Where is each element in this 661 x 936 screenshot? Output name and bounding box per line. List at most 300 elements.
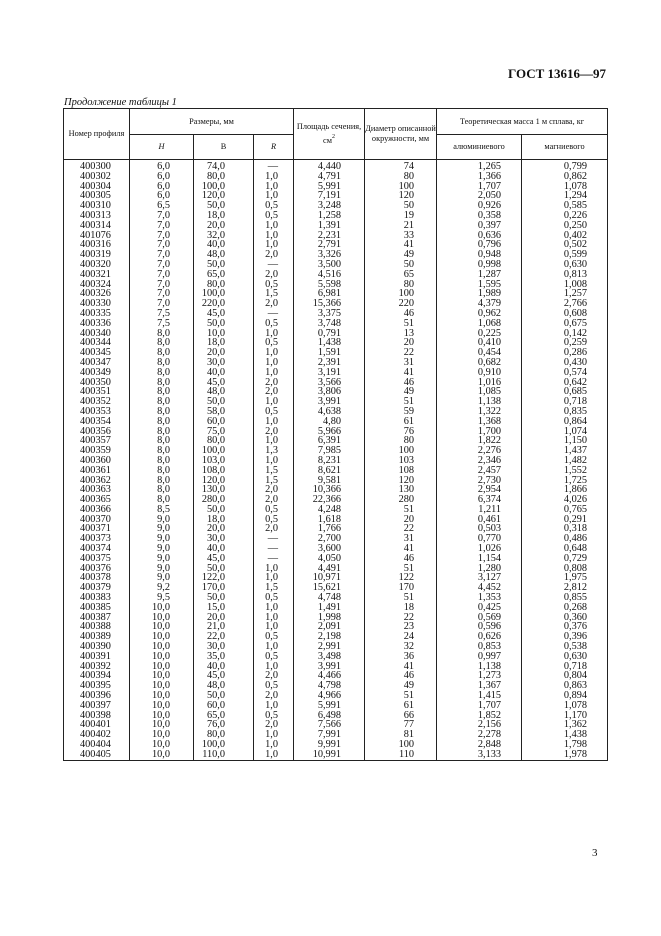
table-cell: 0,5 xyxy=(254,632,294,642)
table-cell: 0,376 xyxy=(522,622,608,632)
table-cell: 400360 xyxy=(64,456,130,466)
table-cell: 0,5 xyxy=(254,711,294,721)
table-cell: 1,016 xyxy=(437,378,522,388)
table-row xyxy=(64,662,608,672)
table-cell: 103 xyxy=(365,456,437,466)
table-cell: 0,636 xyxy=(437,231,522,241)
table-cell: 3,375 xyxy=(294,309,365,319)
table-row xyxy=(64,201,608,211)
table-cell: 122,0 xyxy=(194,573,254,583)
table-cell: 110 xyxy=(365,750,437,760)
table-cell: 80 xyxy=(365,280,437,290)
table-cell: 50,0 xyxy=(194,201,254,211)
table-cell: 0,5 xyxy=(254,515,294,525)
table-cell: 6,0 xyxy=(130,160,194,172)
table-cell: 1,026 xyxy=(437,544,522,554)
table-row xyxy=(64,160,608,172)
table-cell: 0,454 xyxy=(437,348,522,358)
table-cell: 41 xyxy=(365,240,437,250)
table-cell: 51 xyxy=(365,564,437,574)
table-cell: 400385 xyxy=(64,603,130,613)
table-cell: 3,806 xyxy=(294,387,365,397)
table-caption: Продолжение таблицы 1 xyxy=(64,97,177,108)
table-cell: 2,0 xyxy=(254,250,294,260)
table-cell: 2,0 xyxy=(254,387,294,397)
table-cell: 400335 xyxy=(64,309,130,319)
table-cell: 10,0 xyxy=(130,671,194,681)
table-cell: 4,748 xyxy=(294,593,365,603)
table-cell: 2,156 xyxy=(437,720,522,730)
table-cell: 170 xyxy=(365,583,437,593)
table-cell: 1,150 xyxy=(522,436,608,446)
table-cell: 0,926 xyxy=(437,201,522,211)
table-cell: 7,0 xyxy=(130,289,194,299)
table-row xyxy=(64,544,608,554)
table-cell: 0,486 xyxy=(522,534,608,544)
table-row xyxy=(64,329,608,339)
table-cell: 41 xyxy=(365,368,437,378)
table-cell: 400362 xyxy=(64,476,130,486)
table-cell: 50 xyxy=(365,260,437,270)
table-cell: 20,0 xyxy=(194,613,254,623)
table-row xyxy=(64,427,608,437)
table-cell: 2,278 xyxy=(437,730,522,740)
table-row xyxy=(64,191,608,201)
table-cell: 3,127 xyxy=(437,573,522,583)
table-row xyxy=(64,505,608,515)
table-cell: 0,729 xyxy=(522,554,608,564)
table-cell: 50,0 xyxy=(194,397,254,407)
table-row xyxy=(64,250,608,260)
table-cell: 2,346 xyxy=(437,456,522,466)
table-row xyxy=(64,319,608,329)
table-cell: 400392 xyxy=(64,662,130,672)
table-cell: 0,791 xyxy=(294,329,365,339)
table-cell: 7,0 xyxy=(130,240,194,250)
table-cell: 46 xyxy=(365,671,437,681)
table-cell: 103,0 xyxy=(194,456,254,466)
table-cell: 45,0 xyxy=(194,554,254,564)
table-cell: 400340 xyxy=(64,329,130,339)
table-cell: 66 xyxy=(365,711,437,721)
table-cell: 65,0 xyxy=(194,270,254,280)
table-cell: 9,2 xyxy=(130,583,194,593)
table-cell: 100,0 xyxy=(194,289,254,299)
table-cell: 45,0 xyxy=(194,378,254,388)
table-cell: 0,642 xyxy=(522,378,608,388)
table-cell: 8,0 xyxy=(130,407,194,417)
table-cell: 33 xyxy=(365,231,437,241)
table-cell: 0,626 xyxy=(437,632,522,642)
table-cell: 1,008 xyxy=(522,280,608,290)
table-cell: 1,0 xyxy=(254,221,294,231)
table-cell: 400378 xyxy=(64,573,130,583)
table-row xyxy=(64,417,608,427)
table-cell: 0,770 xyxy=(437,534,522,544)
table-cell: 18,0 xyxy=(194,211,254,221)
table-cell: 6,498 xyxy=(294,711,365,721)
table-cell: 400401 xyxy=(64,720,130,730)
profiles-table xyxy=(63,108,608,761)
table-cell: 0,461 xyxy=(437,515,522,525)
table-cell: 400394 xyxy=(64,671,130,681)
table-cell: 9,581 xyxy=(294,476,365,486)
table-cell: 7,991 xyxy=(294,730,365,740)
table-row xyxy=(64,485,608,495)
table-cell: 10,0 xyxy=(130,701,194,711)
table-cell: 8,0 xyxy=(130,358,194,368)
table-cell: 0,862 xyxy=(522,172,608,182)
table-cell: 0,5 xyxy=(254,280,294,290)
table-cell: 9,991 xyxy=(294,740,365,750)
table-cell: 2,812 xyxy=(522,583,608,593)
table-cell: 15,0 xyxy=(194,603,254,613)
table-cell: 8,0 xyxy=(130,436,194,446)
table-cell: 1,0 xyxy=(254,564,294,574)
table-cell: 6,0 xyxy=(130,182,194,192)
table-cell: 50 xyxy=(365,201,437,211)
table-cell: 3,566 xyxy=(294,378,365,388)
table-cell: — xyxy=(254,160,294,172)
table-cell: 2,766 xyxy=(522,299,608,309)
table-cell: 400371 xyxy=(64,524,130,534)
table-cell: 0,142 xyxy=(522,329,608,339)
table-cell: 15,366 xyxy=(294,299,365,309)
table-cell: 10,0 xyxy=(130,691,194,701)
table-cell: 0,502 xyxy=(522,240,608,250)
table-cell: 1,085 xyxy=(437,387,522,397)
table-row xyxy=(64,701,608,711)
table-cell: 2,791 xyxy=(294,240,365,250)
table-cell: 0,718 xyxy=(522,662,608,672)
table-cell: 21,0 xyxy=(194,622,254,632)
table-cell: 0,799 xyxy=(522,160,608,172)
table-cell: 1,0 xyxy=(254,172,294,182)
table-cell: 400404 xyxy=(64,740,130,750)
table-cell: 8,0 xyxy=(130,387,194,397)
table-cell: 8,0 xyxy=(130,417,194,427)
table-cell: 400305 xyxy=(64,191,130,201)
table-cell: 8,5 xyxy=(130,505,194,515)
table-cell: 21 xyxy=(365,221,437,231)
table-cell: 0,225 xyxy=(437,329,522,339)
table-row xyxy=(64,299,608,309)
table-cell: 1,0 xyxy=(254,436,294,446)
table-cell: 4,791 xyxy=(294,172,365,182)
table-cell: 3,991 xyxy=(294,397,365,407)
table-cell: 41 xyxy=(365,662,437,672)
table-cell: 400313 xyxy=(64,211,130,221)
table-cell: 10,0 xyxy=(130,662,194,672)
header-area-sup: 2 xyxy=(331,134,335,140)
table-cell: 400319 xyxy=(64,250,130,260)
table-cell: 50,0 xyxy=(194,691,254,701)
table-cell: 1,0 xyxy=(254,329,294,339)
table-cell: 1,0 xyxy=(254,740,294,750)
table-cell: 0,910 xyxy=(437,368,522,378)
table-cell: 80,0 xyxy=(194,280,254,290)
table-cell: 280 xyxy=(365,495,437,505)
table-cell: 1,989 xyxy=(437,289,522,299)
table-cell: 400376 xyxy=(64,564,130,574)
table-row xyxy=(64,583,608,593)
table-cell: — xyxy=(254,309,294,319)
table-cell: 51 xyxy=(365,397,437,407)
table-cell: 46 xyxy=(365,309,437,319)
table-cell: 4,452 xyxy=(437,583,522,593)
table-cell: 1,438 xyxy=(294,338,365,348)
table-cell: 1,415 xyxy=(437,691,522,701)
table-cell: 2,0 xyxy=(254,691,294,701)
table-cell: 400357 xyxy=(64,436,130,446)
table-row xyxy=(64,495,608,505)
table-cell: 400375 xyxy=(64,554,130,564)
table-cell: 7,0 xyxy=(130,280,194,290)
table-cell: 10,0 xyxy=(130,632,194,642)
table-cell: 400395 xyxy=(64,681,130,691)
table-cell: 0,5 xyxy=(254,407,294,417)
table-cell: 7,0 xyxy=(130,221,194,231)
table-cell: 10,0 xyxy=(130,750,194,760)
table-cell: 10,0 xyxy=(130,642,194,652)
table-row xyxy=(64,289,608,299)
header-h: H xyxy=(130,135,194,160)
table-row xyxy=(64,671,608,681)
table-cell: 0,5 xyxy=(254,681,294,691)
table-cell: 400397 xyxy=(64,701,130,711)
table-cell: 0,5 xyxy=(254,319,294,329)
table-cell: 400374 xyxy=(64,544,130,554)
table-cell: 0,855 xyxy=(522,593,608,603)
table-cell: 6,981 xyxy=(294,289,365,299)
header-magnesium: магниевого xyxy=(522,135,608,160)
table-cell: 120,0 xyxy=(194,191,254,201)
table-cell: 400300 xyxy=(64,160,130,172)
table-cell: 1,0 xyxy=(254,397,294,407)
table-cell: 10,0 xyxy=(130,652,194,662)
table-cell: 10,991 xyxy=(294,750,365,760)
table-cell: 8,0 xyxy=(130,397,194,407)
table-cell: 1,0 xyxy=(254,368,294,378)
table-cell: 0,425 xyxy=(437,603,522,613)
table-cell: 0,410 xyxy=(437,338,522,348)
table-cell: — xyxy=(254,544,294,554)
table-cell: 30,0 xyxy=(194,358,254,368)
table-cell: 5,991 xyxy=(294,182,365,192)
table-row xyxy=(64,270,608,280)
table-cell: 0,835 xyxy=(522,407,608,417)
table-cell: 1,866 xyxy=(522,485,608,495)
table-cell: 2,954 xyxy=(437,485,522,495)
table-cell: 1,438 xyxy=(522,730,608,740)
table-cell: 1,0 xyxy=(254,642,294,652)
table-cell: 4,026 xyxy=(522,495,608,505)
table-cell: 2,276 xyxy=(437,446,522,456)
table-cell: 400353 xyxy=(64,407,130,417)
table-row xyxy=(64,231,608,241)
table-cell: 61 xyxy=(365,417,437,427)
table-cell: 7,0 xyxy=(130,250,194,260)
table-cell: 0,250 xyxy=(522,221,608,231)
table-cell: 0,596 xyxy=(437,622,522,632)
table-cell: 4,491 xyxy=(294,564,365,574)
table-cell: 0,804 xyxy=(522,671,608,681)
table-row xyxy=(64,280,608,290)
table-cell: 10,0 xyxy=(194,329,254,339)
table-row xyxy=(64,436,608,446)
table-cell: 20,0 xyxy=(194,221,254,231)
table-cell: 10,366 xyxy=(294,485,365,495)
table-cell: 0,226 xyxy=(522,211,608,221)
table-cell: 0,585 xyxy=(522,201,608,211)
table-cell: 18,0 xyxy=(194,515,254,525)
table-cell: 74,0 xyxy=(194,160,254,172)
table-cell: 1,5 xyxy=(254,476,294,486)
table-cell: 22 xyxy=(365,613,437,623)
table-cell: 1,211 xyxy=(437,505,522,515)
table-row xyxy=(64,240,608,250)
table-cell: 9,5 xyxy=(130,593,194,603)
table-cell: 2,091 xyxy=(294,622,365,632)
table-cell: 7,0 xyxy=(130,211,194,221)
table-cell: 108,0 xyxy=(194,466,254,476)
table-cell: 400344 xyxy=(64,338,130,348)
table-cell: 108 xyxy=(365,466,437,476)
table-cell: 3,191 xyxy=(294,368,365,378)
table-cell: 1,287 xyxy=(437,270,522,280)
table-cell: 1,078 xyxy=(522,182,608,192)
table-cell: 1,978 xyxy=(522,750,608,760)
table-row xyxy=(64,368,608,378)
table-cell: 1,0 xyxy=(254,417,294,427)
table-cell: 8,0 xyxy=(130,476,194,486)
table-cell: 10,0 xyxy=(130,720,194,730)
table-cell: 80 xyxy=(365,436,437,446)
table-cell: 1,707 xyxy=(437,701,522,711)
table-row xyxy=(64,603,608,613)
table-cell: 3,326 xyxy=(294,250,365,260)
table-cell: 58,0 xyxy=(194,407,254,417)
table-row xyxy=(64,711,608,721)
table-cell: 1,0 xyxy=(254,573,294,583)
table-cell: 5,991 xyxy=(294,701,365,711)
header-mass: Теоретическая масса 1 м сплава, кг xyxy=(437,109,608,135)
table-cell: 1,0 xyxy=(254,191,294,201)
table-row xyxy=(64,221,608,231)
table-cell: 4,050 xyxy=(294,554,365,564)
table-cell: 6,5 xyxy=(130,201,194,211)
table-cell: 10,0 xyxy=(130,622,194,632)
table-cell: 401076 xyxy=(64,231,130,241)
table-cell: 400379 xyxy=(64,583,130,593)
table-row xyxy=(64,260,608,270)
table-cell: 4,798 xyxy=(294,681,365,691)
table-cell: 51 xyxy=(365,319,437,329)
table-cell: 81 xyxy=(365,730,437,740)
table-row xyxy=(64,456,608,466)
table-cell: 9,0 xyxy=(130,573,194,583)
table-cell: 10,0 xyxy=(130,740,194,750)
table-cell: 7,0 xyxy=(130,231,194,241)
table-cell: 0,5 xyxy=(254,593,294,603)
table-cell: 1,852 xyxy=(437,711,522,721)
table-cell: 4,80 xyxy=(294,417,365,427)
table-cell: 18 xyxy=(365,603,437,613)
table-cell: 100 xyxy=(365,446,437,456)
table-cell: 8,0 xyxy=(130,378,194,388)
table-cell: 0,648 xyxy=(522,544,608,554)
table-row xyxy=(64,632,608,642)
table-row xyxy=(64,691,608,701)
table-cell: 1,258 xyxy=(294,211,365,221)
table-cell: 1,725 xyxy=(522,476,608,486)
table-cell: 400345 xyxy=(64,348,130,358)
table-cell: 400373 xyxy=(64,534,130,544)
table-cell: 77 xyxy=(365,720,437,730)
table-cell: 2,457 xyxy=(437,466,522,476)
table-cell: 400359 xyxy=(64,446,130,456)
table-cell: 1,0 xyxy=(254,701,294,711)
table-cell: 22,0 xyxy=(194,632,254,642)
table-cell: 0,853 xyxy=(437,642,522,652)
table-cell: 0,538 xyxy=(522,642,608,652)
page-number: 3 xyxy=(592,847,598,859)
table-cell: 35,0 xyxy=(194,652,254,662)
table-cell: 46 xyxy=(365,378,437,388)
table-cell: 6,0 xyxy=(130,172,194,182)
table-cell: 400349 xyxy=(64,368,130,378)
table-cell: 1,294 xyxy=(522,191,608,201)
table-cell: 9,0 xyxy=(130,564,194,574)
table-cell: — xyxy=(254,534,294,544)
table-cell: 6,0 xyxy=(130,191,194,201)
table-cell: 400405 xyxy=(64,750,130,760)
table-cell: 0,608 xyxy=(522,309,608,319)
table-cell: 1,437 xyxy=(522,446,608,456)
table-cell: 1,322 xyxy=(437,407,522,417)
table-cell: 4,516 xyxy=(294,270,365,280)
table-cell: 400363 xyxy=(64,485,130,495)
table-cell: 10,971 xyxy=(294,573,365,583)
table-cell: 1,5 xyxy=(254,466,294,476)
table-cell: 1,552 xyxy=(522,466,608,476)
table-cell: 0,569 xyxy=(437,613,522,623)
table-cell: 1,368 xyxy=(437,417,522,427)
table-cell: 7,191 xyxy=(294,191,365,201)
header-profile-number: Номер профиля xyxy=(64,109,130,160)
table-cell: 2,730 xyxy=(437,476,522,486)
table-cell: 2,0 xyxy=(254,495,294,505)
table-cell: 5,598 xyxy=(294,280,365,290)
table-cell: 0,291 xyxy=(522,515,608,525)
table-cell: 2,0 xyxy=(254,270,294,280)
table-cell: 1,353 xyxy=(437,593,522,603)
table-cell: 45,0 xyxy=(194,309,254,319)
table-cell: 0,402 xyxy=(522,231,608,241)
table-cell: 1,265 xyxy=(437,160,522,172)
table-cell: 32,0 xyxy=(194,231,254,241)
table-cell: 61 xyxy=(365,701,437,711)
table-cell: 100,0 xyxy=(194,446,254,456)
table-cell: 1,0 xyxy=(254,456,294,466)
table-cell: 8,0 xyxy=(130,427,194,437)
table-cell: 1,068 xyxy=(437,319,522,329)
table-cell: 18,0 xyxy=(194,338,254,348)
table-cell: 1,0 xyxy=(254,750,294,760)
table-cell: 7,0 xyxy=(130,299,194,309)
table-cell: 8,621 xyxy=(294,466,365,476)
table-cell: 0,259 xyxy=(522,338,608,348)
